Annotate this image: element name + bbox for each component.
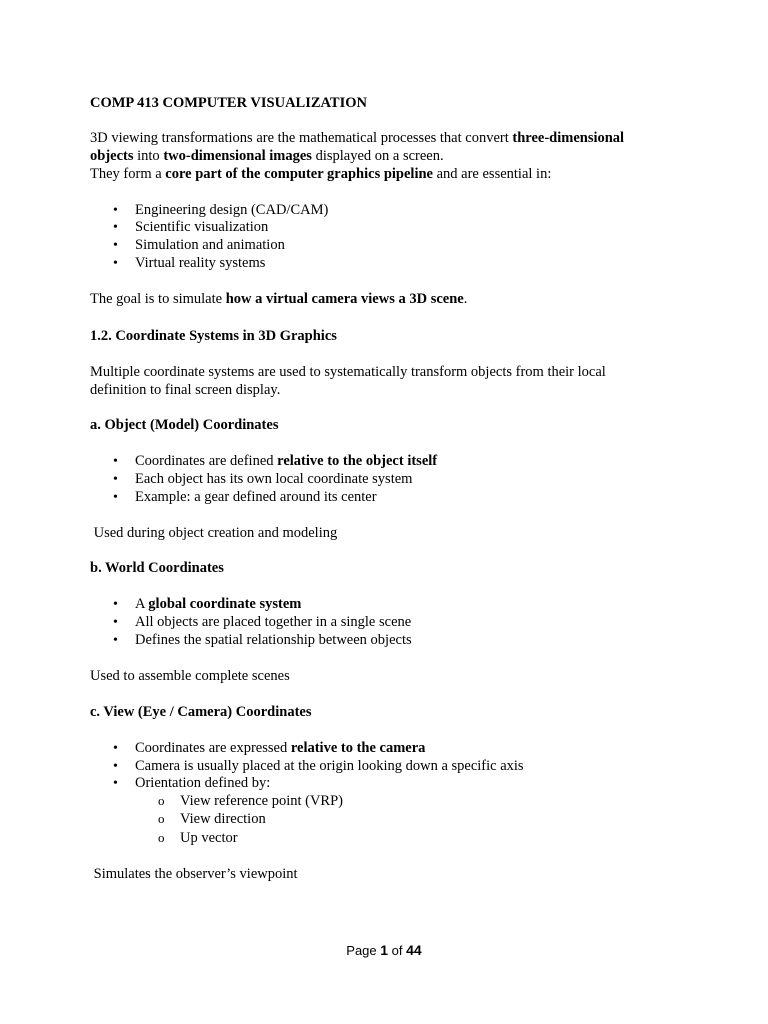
footer-of-label: of [388, 943, 407, 958]
sub-bullet-marker: o [158, 793, 165, 808]
page-footer [0, 941, 768, 960]
list-item [135, 595, 301, 613]
goal-text: . [463, 291, 468, 307]
intro-bold: three-dimensional [512, 130, 625, 146]
intro-text: and are essential in: [432, 166, 552, 182]
bullet-marker: • [113, 759, 118, 774]
subsection-heading-view: c. View (Eye / Camera) Coordinates [90, 704, 312, 720]
bullet-marker: • [113, 472, 118, 487]
list-item: Each object has its own local coordinate system [135, 471, 413, 487]
sub-list-item: View reference point (VRP) [180, 793, 343, 809]
intro-line-3 [90, 165, 551, 183]
intro-text: displayed on a screen. [311, 148, 444, 164]
bullet-marker: • [113, 615, 118, 630]
section-intro-line-2: definition to final screen display. [90, 382, 281, 398]
list-item: Scientific visualization [135, 219, 269, 235]
list-item: Camera is usually placed at the origin looking down a specific axis [135, 758, 524, 774]
bullet-marker: • [113, 490, 118, 505]
goal-line [90, 290, 467, 308]
sub-bullet-marker: o [158, 830, 165, 845]
bullet-marker: • [113, 256, 118, 271]
list-item: Simulation and animation [135, 237, 285, 253]
list-item-bold: relative to the camera [290, 740, 426, 756]
list-item: Defines the spatial relationship between objects [135, 632, 412, 648]
intro-bold: objects [90, 148, 134, 164]
list-item [135, 739, 425, 757]
intro-line-1 [90, 129, 624, 147]
list-item-bold: relative to the object itself [277, 453, 438, 469]
list-item: Virtual reality systems [135, 255, 266, 271]
intro-line-2 [90, 147, 444, 165]
bullet-marker: • [113, 633, 118, 648]
bullet-marker: • [113, 220, 118, 235]
bullet-marker: • [113, 776, 118, 791]
footer-page-label: Page [346, 943, 381, 958]
list-item-text: A [135, 596, 149, 612]
sub-list-item: Up vector [180, 830, 238, 846]
sub-list-item: View direction [180, 811, 266, 827]
intro-bold: two-dimensional images [163, 148, 312, 164]
goal-bold: how a virtual camera views a 3D scene [225, 291, 464, 307]
intro-text: They form a [90, 166, 166, 182]
bullet-marker: • [113, 238, 118, 253]
current-page-number: 1 [380, 942, 389, 958]
list-item-text: Coordinates are defined [135, 453, 278, 469]
bullet-marker: • [113, 454, 118, 469]
section-intro-line-1: Multiple coordinate systems are used to systematically transform objects from their local [90, 364, 606, 380]
sub-bullet-marker: o [158, 811, 165, 826]
list-item [135, 452, 437, 470]
section-heading: 1.2. Coordinate Systems in 3D Graphics [90, 328, 337, 344]
note-world: Used to assemble complete scenes [90, 668, 290, 684]
document-title: COMP 413 COMPUTER VISUALIZATION [90, 95, 368, 111]
bullet-marker: • [113, 597, 118, 612]
intro-text: 3D viewing transformations are the mathematical processes that convert [90, 130, 513, 146]
list-item-text: Coordinates are expressed [135, 740, 291, 756]
list-item: Engineering design (CAD/CAM) [135, 202, 329, 218]
subsection-heading-world: b. World Coordinates [90, 560, 224, 576]
note-view: Simulates the observer’s viewpoint [90, 866, 298, 882]
bullet-marker: • [113, 203, 118, 218]
list-item: Example: a gear defined around its center [135, 489, 377, 505]
bullet-marker: • [113, 741, 118, 756]
total-page-count: 44 [406, 942, 422, 958]
list-item: Orientation defined by: [135, 775, 271, 791]
subsection-heading-object: a. Object (Model) Coordinates [90, 417, 279, 433]
goal-text: The goal is to simulate [90, 291, 226, 307]
list-item: All objects are placed together in a single scene [135, 614, 412, 630]
note-object: Used during object creation and modeling [90, 525, 338, 541]
list-item-bold: global coordinate system [148, 596, 302, 612]
intro-bold: core part of the computer graphics pipeline [165, 166, 433, 182]
intro-text: into [133, 148, 164, 164]
